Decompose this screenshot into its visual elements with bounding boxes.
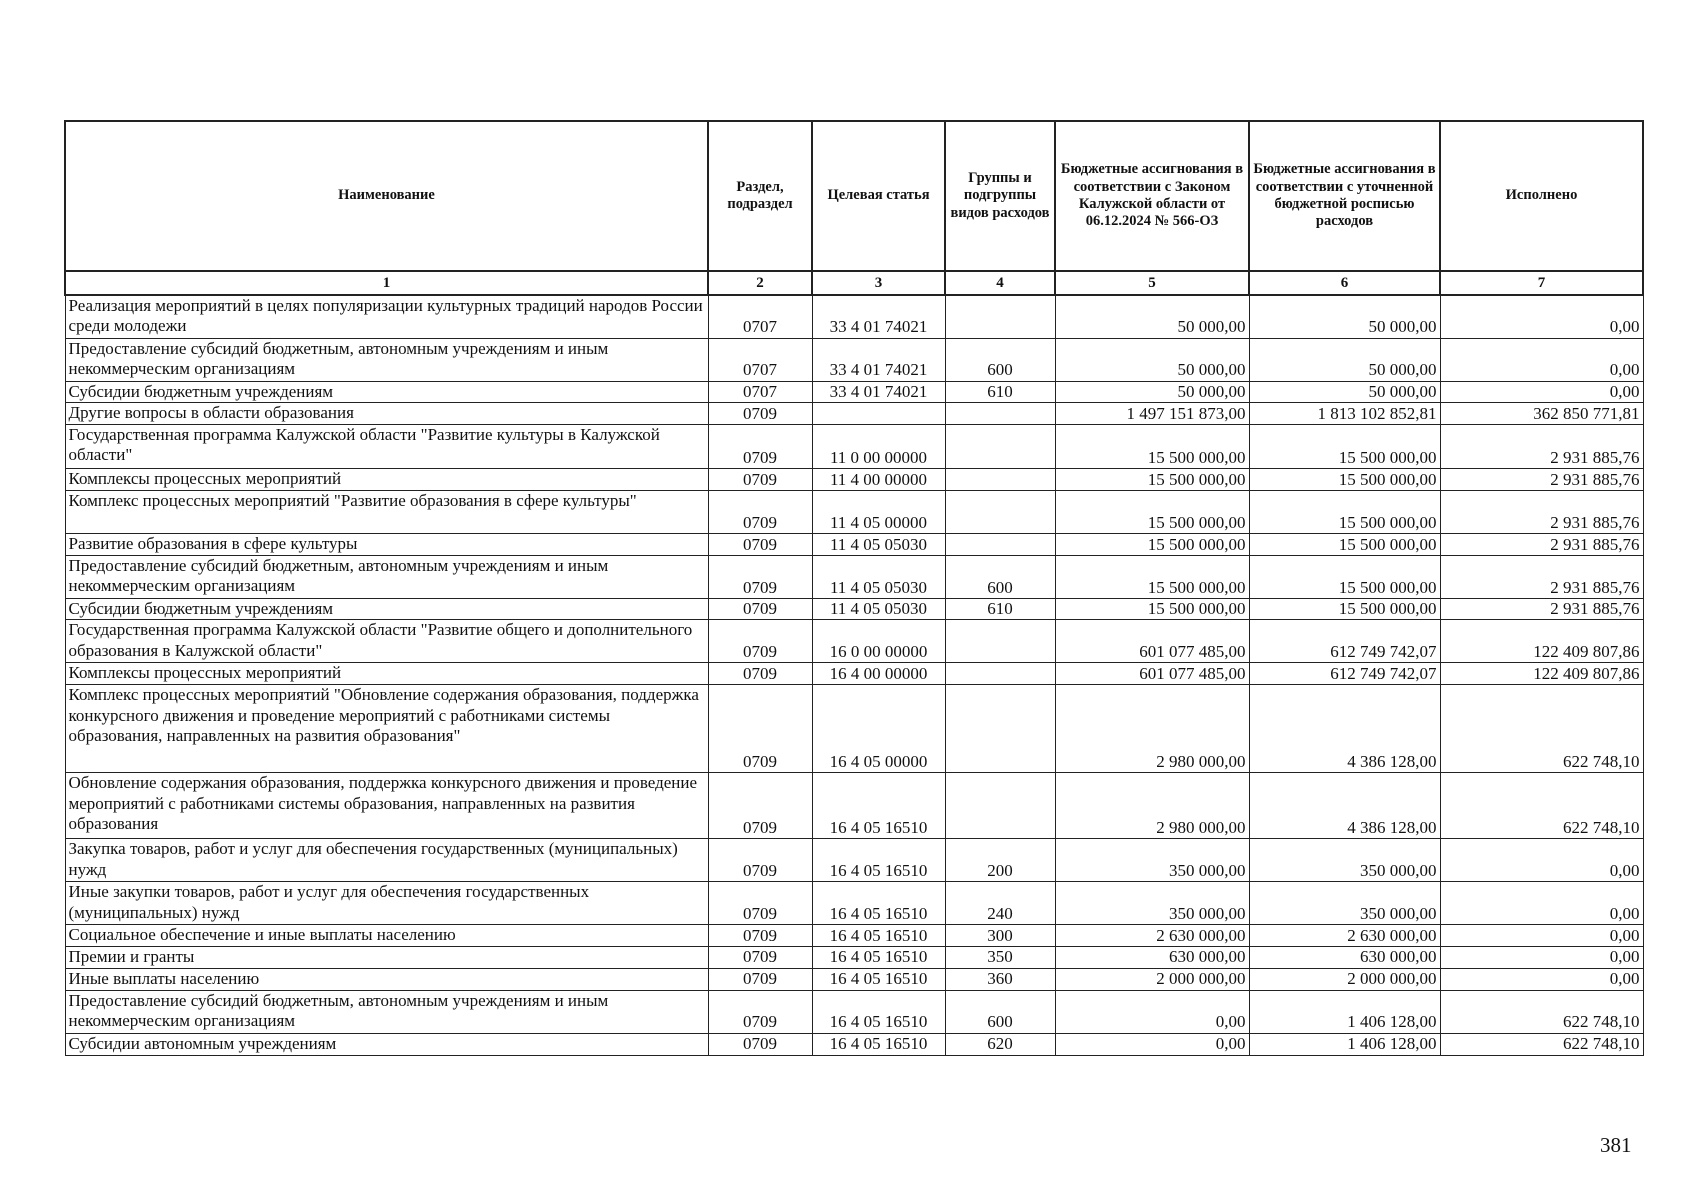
row-expense-group <box>945 295 1055 338</box>
header-section: Раздел, подраздел <box>708 121 812 271</box>
row-name: Премии и гранты <box>65 947 708 968</box>
row-law-allocation: 15 500 000,00 <box>1055 468 1249 490</box>
row-section: 0707 <box>708 381 812 402</box>
header-executed: Исполнено <box>1440 121 1643 271</box>
row-executed: 2 931 885,76 <box>1440 555 1643 598</box>
row-section: 0709 <box>708 402 812 424</box>
row-name: Предоставление субсидий бюджетным, автономным учреждениям и иным некоммерческим организациям <box>65 338 708 381</box>
row-executed: 0,00 <box>1440 968 1643 990</box>
row-name: Иные выплаты населению <box>65 968 708 990</box>
table-header-row <box>65 121 1643 271</box>
row-refined-allocation: 4 386 128,00 <box>1249 773 1440 839</box>
row-section: 0709 <box>708 925 812 947</box>
table-row <box>65 1033 1643 1055</box>
row-law-allocation: 2 000 000,00 <box>1055 968 1249 990</box>
row-name: Обновление содержания образования, поддержка конкурсного движения и проведение мероприятий с работниками системы образования, направленных на развития образования <box>65 773 708 839</box>
table-row <box>65 295 1643 338</box>
column-number: 3 <box>812 271 945 295</box>
column-number: 6 <box>1249 271 1440 295</box>
row-executed: 622 748,10 <box>1440 990 1643 1033</box>
row-law-allocation: 0,00 <box>1055 990 1249 1033</box>
row-law-allocation: 350 000,00 <box>1055 839 1249 882</box>
table-row <box>65 773 1643 839</box>
row-expense-group: 600 <box>945 990 1055 1033</box>
row-law-allocation: 50 000,00 <box>1055 295 1249 338</box>
row-section: 0709 <box>708 598 812 619</box>
row-executed: 122 409 807,86 <box>1440 663 1643 685</box>
row-expense-group <box>945 773 1055 839</box>
row-target-article: 33 4 01 74021 <box>812 295 945 338</box>
table-row <box>65 947 1643 968</box>
row-refined-allocation: 1 813 102 852,81 <box>1249 402 1440 424</box>
row-executed: 2 931 885,76 <box>1440 533 1643 555</box>
row-section: 0709 <box>708 663 812 685</box>
row-law-allocation: 50 000,00 <box>1055 338 1249 381</box>
row-executed: 622 748,10 <box>1440 1033 1643 1055</box>
row-refined-allocation: 630 000,00 <box>1249 947 1440 968</box>
row-refined-allocation: 1 406 128,00 <box>1249 1033 1440 1055</box>
row-refined-allocation: 15 500 000,00 <box>1249 424 1440 468</box>
row-expense-group: 200 <box>945 839 1055 882</box>
row-expense-group: 610 <box>945 598 1055 619</box>
row-expense-group: 610 <box>945 381 1055 402</box>
row-expense-group: 600 <box>945 555 1055 598</box>
row-name: Предоставление субсидий бюджетным, автономным учреждениям и иным некоммерческим организациям <box>65 555 708 598</box>
row-law-allocation: 15 500 000,00 <box>1055 598 1249 619</box>
row-target-article: 16 0 00 00000 <box>812 620 945 663</box>
column-number: 5 <box>1055 271 1249 295</box>
row-section: 0709 <box>708 990 812 1033</box>
row-name: Государственная программа Калужской области "Развитие общего и дополнительного образования в Калужской области" <box>65 620 708 663</box>
row-expense-group: 600 <box>945 338 1055 381</box>
row-section: 0707 <box>708 295 812 338</box>
budget-table-sheet <box>64 120 1642 1056</box>
row-refined-allocation: 4 386 128,00 <box>1249 685 1440 773</box>
row-name: Реализация мероприятий в целях популяризации культурных традиций народов России среди молодежи <box>65 295 708 338</box>
row-target-article: 16 4 05 16510 <box>812 990 945 1033</box>
row-law-allocation: 15 500 000,00 <box>1055 555 1249 598</box>
row-section: 0709 <box>708 882 812 925</box>
row-expense-group: 350 <box>945 947 1055 968</box>
row-name: Социальное обеспечение и иные выплаты населению <box>65 925 708 947</box>
row-refined-allocation: 50 000,00 <box>1249 381 1440 402</box>
header-target-article: Целевая статья <box>812 121 945 271</box>
page-number: 381 <box>1600 1133 1632 1157</box>
row-name: Государственная программа Калужской области "Развитие культуры в Калужской области" <box>65 424 708 468</box>
table-row <box>65 338 1643 381</box>
row-name: Развитие образования в сфере культуры <box>65 533 708 555</box>
row-target-article: 16 4 05 16510 <box>812 925 945 947</box>
row-expense-group: 300 <box>945 925 1055 947</box>
row-refined-allocation: 15 500 000,00 <box>1249 533 1440 555</box>
row-target-article: 16 4 05 16510 <box>812 1033 945 1055</box>
row-refined-allocation: 15 500 000,00 <box>1249 555 1440 598</box>
row-target-article: 11 0 00 00000 <box>812 424 945 468</box>
row-section: 0707 <box>708 338 812 381</box>
row-law-allocation: 601 077 485,00 <box>1055 620 1249 663</box>
row-section: 0709 <box>708 424 812 468</box>
column-number-row <box>65 271 1643 295</box>
row-name: Субсидии бюджетным учреждениям <box>65 381 708 402</box>
row-law-allocation: 1 497 151 873,00 <box>1055 402 1249 424</box>
row-executed: 2 931 885,76 <box>1440 598 1643 619</box>
row-refined-allocation: 50 000,00 <box>1249 338 1440 381</box>
row-refined-allocation: 2 630 000,00 <box>1249 925 1440 947</box>
row-law-allocation: 0,00 <box>1055 1033 1249 1055</box>
row-name: Закупка товаров, работ и услуг для обеспечения государственных (муниципальных) нужд <box>65 839 708 882</box>
row-target-article: 33 4 01 74021 <box>812 381 945 402</box>
row-target-article: 11 4 05 05030 <box>812 533 945 555</box>
row-target-article: 16 4 05 16510 <box>812 773 945 839</box>
row-executed: 622 748,10 <box>1440 685 1643 773</box>
column-number: 1 <box>65 271 708 295</box>
row-name: Комплекс процессных мероприятий "Развитие образования в сфере культуры" <box>65 490 708 533</box>
row-expense-group <box>945 533 1055 555</box>
row-executed: 622 748,10 <box>1440 773 1643 839</box>
row-section: 0709 <box>708 468 812 490</box>
row-expense-group <box>945 424 1055 468</box>
row-executed: 0,00 <box>1440 925 1643 947</box>
row-expense-group <box>945 468 1055 490</box>
row-target-article: 16 4 00 00000 <box>812 663 945 685</box>
table-row <box>65 620 1643 663</box>
row-section: 0709 <box>708 685 812 773</box>
table-row <box>65 490 1643 533</box>
row-refined-allocation: 1 406 128,00 <box>1249 990 1440 1033</box>
row-executed: 0,00 <box>1440 882 1643 925</box>
row-executed: 2 931 885,76 <box>1440 490 1643 533</box>
table-row <box>65 968 1643 990</box>
row-target-article: 16 4 05 16510 <box>812 947 945 968</box>
row-target-article: 11 4 05 05030 <box>812 598 945 619</box>
row-expense-group: 360 <box>945 968 1055 990</box>
row-refined-allocation: 612 749 742,07 <box>1249 663 1440 685</box>
row-name: Иные закупки товаров, работ и услуг для обеспечения государственных (муниципальных) нужд <box>65 882 708 925</box>
row-law-allocation: 2 980 000,00 <box>1055 685 1249 773</box>
row-refined-allocation: 15 500 000,00 <box>1249 490 1440 533</box>
row-executed: 0,00 <box>1440 381 1643 402</box>
row-name: Предоставление субсидий бюджетным, автономным учреждениям и иным некоммерческим организациям <box>65 990 708 1033</box>
row-refined-allocation: 2 000 000,00 <box>1249 968 1440 990</box>
budget-table <box>64 120 1644 1056</box>
row-section: 0709 <box>708 555 812 598</box>
row-executed: 362 850 771,81 <box>1440 402 1643 424</box>
row-target-article: 11 4 05 00000 <box>812 490 945 533</box>
header-refined-allocations: Бюджетные ассигнования в соответствии с уточненной бюджетной росписью расходов <box>1249 121 1440 271</box>
row-target-article: 33 4 01 74021 <box>812 338 945 381</box>
row-section: 0709 <box>708 490 812 533</box>
row-expense-group: 620 <box>945 1033 1055 1055</box>
row-executed: 0,00 <box>1440 295 1643 338</box>
row-refined-allocation: 15 500 000,00 <box>1249 468 1440 490</box>
row-target-article: 16 4 05 16510 <box>812 968 945 990</box>
row-name: Другие вопросы в области образования <box>65 402 708 424</box>
row-executed: 2 931 885,76 <box>1440 468 1643 490</box>
header-expense-group: Группы и подгруппы видов расходов <box>945 121 1055 271</box>
row-executed: 0,00 <box>1440 839 1643 882</box>
row-law-allocation: 601 077 485,00 <box>1055 663 1249 685</box>
row-name: Комплекс процессных мероприятий "Обновление содержания образования, поддержка конкурсного движения и проведение мероприятий с работниками системы образования, направленных на развития образования" <box>65 685 708 773</box>
row-section: 0709 <box>708 968 812 990</box>
table-row <box>65 424 1643 468</box>
row-expense-group <box>945 663 1055 685</box>
table-row <box>65 685 1643 773</box>
row-target-article <box>812 402 945 424</box>
row-name: Субсидии автономным учреждениям <box>65 1033 708 1055</box>
table-row <box>65 663 1643 685</box>
table-row <box>65 402 1643 424</box>
row-name: Комплексы процессных мероприятий <box>65 468 708 490</box>
row-expense-group <box>945 685 1055 773</box>
column-number: 2 <box>708 271 812 295</box>
row-section: 0709 <box>708 947 812 968</box>
row-refined-allocation: 350 000,00 <box>1249 839 1440 882</box>
table-row <box>65 925 1643 947</box>
row-executed: 2 931 885,76 <box>1440 424 1643 468</box>
row-law-allocation: 2 630 000,00 <box>1055 925 1249 947</box>
row-executed: 122 409 807,86 <box>1440 620 1643 663</box>
row-refined-allocation: 50 000,00 <box>1249 295 1440 338</box>
row-target-article: 16 4 05 16510 <box>812 882 945 925</box>
table-body <box>65 295 1643 1055</box>
row-target-article: 11 4 00 00000 <box>812 468 945 490</box>
row-refined-allocation: 350 000,00 <box>1249 882 1440 925</box>
row-law-allocation: 15 500 000,00 <box>1055 533 1249 555</box>
column-number: 4 <box>945 271 1055 295</box>
row-executed: 0,00 <box>1440 947 1643 968</box>
row-target-article: 16 4 05 16510 <box>812 839 945 882</box>
row-refined-allocation: 15 500 000,00 <box>1249 598 1440 619</box>
header-name: Наименование <box>65 121 708 271</box>
table-row <box>65 555 1643 598</box>
row-law-allocation: 350 000,00 <box>1055 882 1249 925</box>
header-law-allocations: Бюджетные ассигнования в соответствии с Законом Калужской области от 06.12.2024 № 566-ОЗ <box>1055 121 1249 271</box>
row-target-article: 16 4 05 00000 <box>812 685 945 773</box>
row-expense-group <box>945 620 1055 663</box>
row-section: 0709 <box>708 839 812 882</box>
row-name: Комплексы процессных мероприятий <box>65 663 708 685</box>
row-law-allocation: 2 980 000,00 <box>1055 773 1249 839</box>
row-law-allocation: 15 500 000,00 <box>1055 490 1249 533</box>
row-expense-group: 240 <box>945 882 1055 925</box>
row-section: 0709 <box>708 620 812 663</box>
row-target-article: 11 4 05 05030 <box>812 555 945 598</box>
table-row <box>65 882 1643 925</box>
row-expense-group <box>945 490 1055 533</box>
table-row <box>65 381 1643 402</box>
column-number: 7 <box>1440 271 1643 295</box>
table-row <box>65 533 1643 555</box>
row-section: 0709 <box>708 1033 812 1055</box>
row-law-allocation: 630 000,00 <box>1055 947 1249 968</box>
row-law-allocation: 15 500 000,00 <box>1055 424 1249 468</box>
row-executed: 0,00 <box>1440 338 1643 381</box>
row-law-allocation: 50 000,00 <box>1055 381 1249 402</box>
table-row <box>65 468 1643 490</box>
table-row <box>65 839 1643 882</box>
row-name: Субсидии бюджетным учреждениям <box>65 598 708 619</box>
table-row <box>65 598 1643 619</box>
table-row <box>65 990 1643 1033</box>
row-refined-allocation: 612 749 742,07 <box>1249 620 1440 663</box>
row-section: 0709 <box>708 773 812 839</box>
row-expense-group <box>945 402 1055 424</box>
row-section: 0709 <box>708 533 812 555</box>
